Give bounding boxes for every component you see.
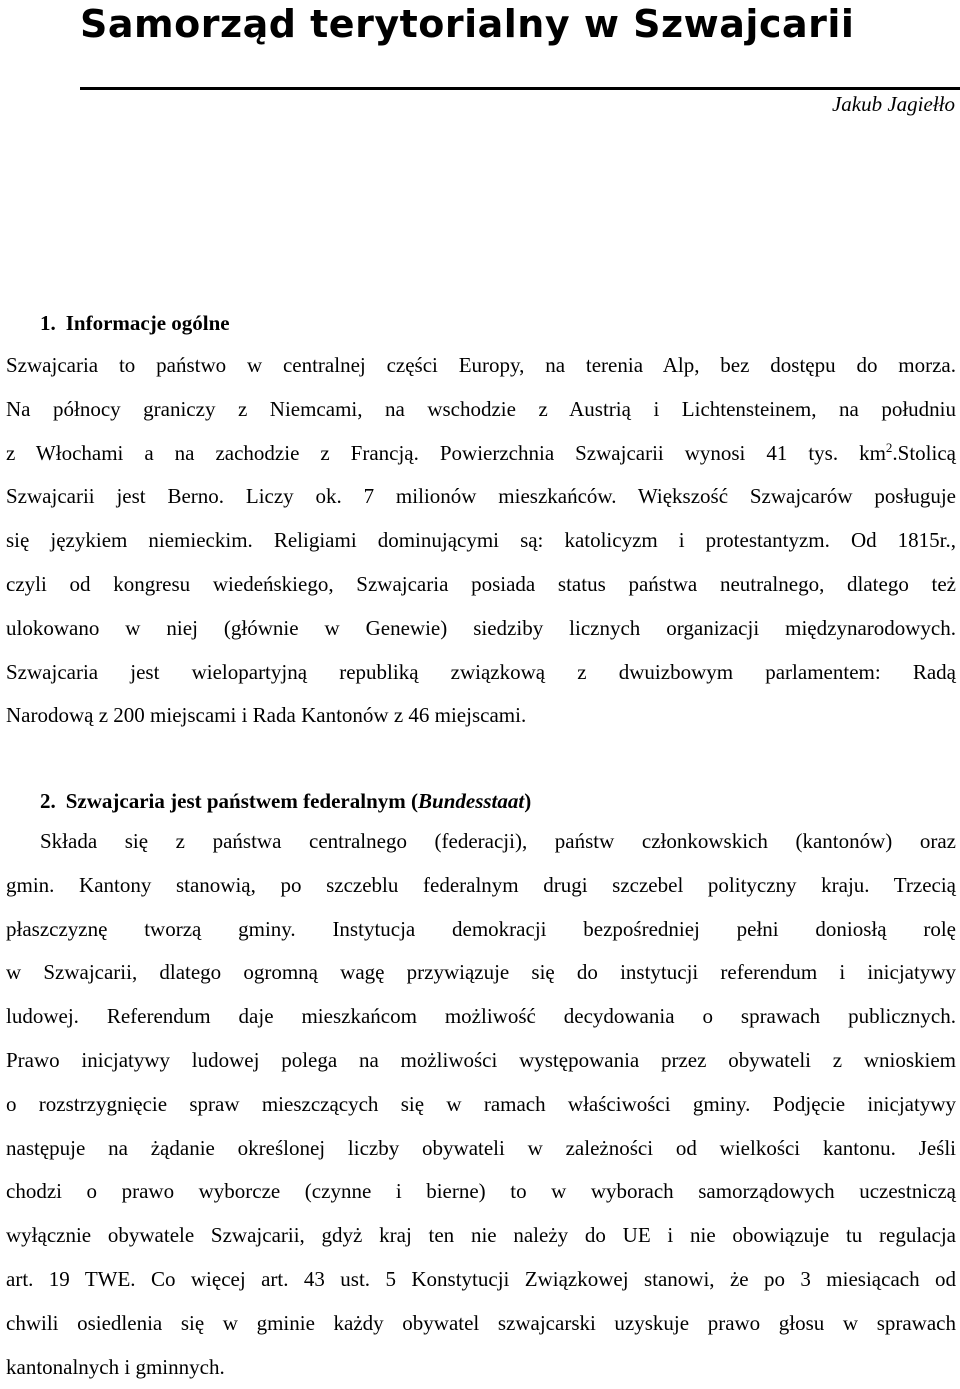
paragraph-line: ulokowano w niej (głównie w Genewie) siedziby licznych organizacji międzynarodowych. [6, 615, 956, 640]
paragraph-line [6, 432, 956, 476]
paragraph-line: następuje na żądanie określonej liczby obywateli w zależności od wielkości kantonu. Jeśli [6, 1135, 956, 1160]
document-title: Samorząd terytorialny w Szwajcarii [80, 2, 855, 46]
paragraph-line: Szwajcarii jest Berno. Liczy ok. 7 milionów mieszkańców. Większość Szwajcarów posługuje [6, 484, 956, 509]
section-2-number: 2. [40, 789, 56, 813]
section-1-heading [40, 309, 230, 337]
section-2-title: Szwajcaria jest państwem federalnym ( [65, 789, 419, 813]
section-1-title: Informacje ogólne [65, 311, 230, 335]
paragraph-line: Narodową z 200 miejscami i Rada Kantonów z 46 miejscami. [6, 703, 527, 728]
paragraph-line: się językiem niemieckim. Religiami dominującymi są: katolicyzm i protestantyzm. Od 1815r., [6, 528, 956, 553]
paragraph-line: kantonalnych i gminnych. [6, 1354, 225, 1379]
paragraph-line: Prawo inicjatywy ludowej polega na możliwości występowania przez obywateli z wnioskiem [6, 1047, 956, 1072]
section-2-term: Bundesstaat [418, 789, 525, 813]
paragraph-line: art. 19 TWE. Co więcej art. 43 ust. 5 Konstytucji Związkowej stanowi, że po 3 miesiącach od [6, 1266, 956, 1291]
paragraph-line: wyłącznie obywatele Szwajcarii, gdyż kraj ten nie należy do UE i nie obowiązuje tu regulacja [6, 1223, 956, 1248]
paragraph-line: w Szwajcarii, dlatego ogromną wagę przywiązuje się do instytucji referendum i inicjatywy [6, 960, 956, 985]
section-2-title-end: ) [524, 789, 532, 813]
paragraph-line: Szwajcaria jest wielopartyjną republiką związkową z dwuizbowym parlamentem: Radą [6, 659, 956, 684]
section-2-heading [40, 787, 531, 815]
paragraph-line: Szwajcaria to państwo w centralnej części Europy, na terenia Alp, bez dostępu do morza. [6, 353, 956, 377]
paragraph-line: gmin. Kantony stanowią, po szczeblu federalnym drugi szczebel polityczny kraju. Trzecią [6, 872, 956, 897]
paragraph-line-text: .Stolicą [892, 440, 956, 465]
title-underline [80, 87, 960, 90]
paragraph-line: ludowej. Referendum daje mieszkańcom możliwość decydowania o sprawach publicznych. [6, 1004, 956, 1029]
paragraph-line: chwili osiedlenia się w gminie każdy obywatel szwajcarski uzyskuje prawo głosu w sprawach [6, 1310, 956, 1335]
paragraph-line: płaszczyznę tworzą gminy. Instytucja demokracji bezpośredniej pełni doniosłą rolę [6, 916, 956, 941]
section-2-paragraph [6, 820, 956, 1389]
paragraph-line-text: z Włochami a na zachodzie z Francją. Powierzchnia Szwajcarii wynosi 41 tys. km [6, 440, 886, 465]
paragraph-line: czyli od kongresu wiedeńskiego, Szwajcaria posiada status państwa neutralnego, dlatego też [6, 571, 956, 596]
paragraph-line: o rozstrzygnięcie spraw mieszczących się w ramach właściwości gminy. Podjęcie inicjatywy [6, 1091, 956, 1116]
paragraph-line: Składa się z państwa centralnego (federacji), państw członkowskich (kantonów) oraz [40, 829, 956, 853]
superscript: 2 [885, 439, 893, 455]
author-name: Jakub Jagiełło [831, 92, 955, 116]
paragraph-line: chodzi o prawo wyborcze (czynne i bierne) to w wyborach samorządowych uczestniczą [6, 1179, 956, 1204]
paragraph-line: Na północy graniczy z Niemcami, na wschodzie z Austrią i Lichtensteinem, na południu [6, 396, 956, 421]
section-1-paragraph [6, 344, 956, 738]
section-1-number: 1. [40, 311, 56, 335]
